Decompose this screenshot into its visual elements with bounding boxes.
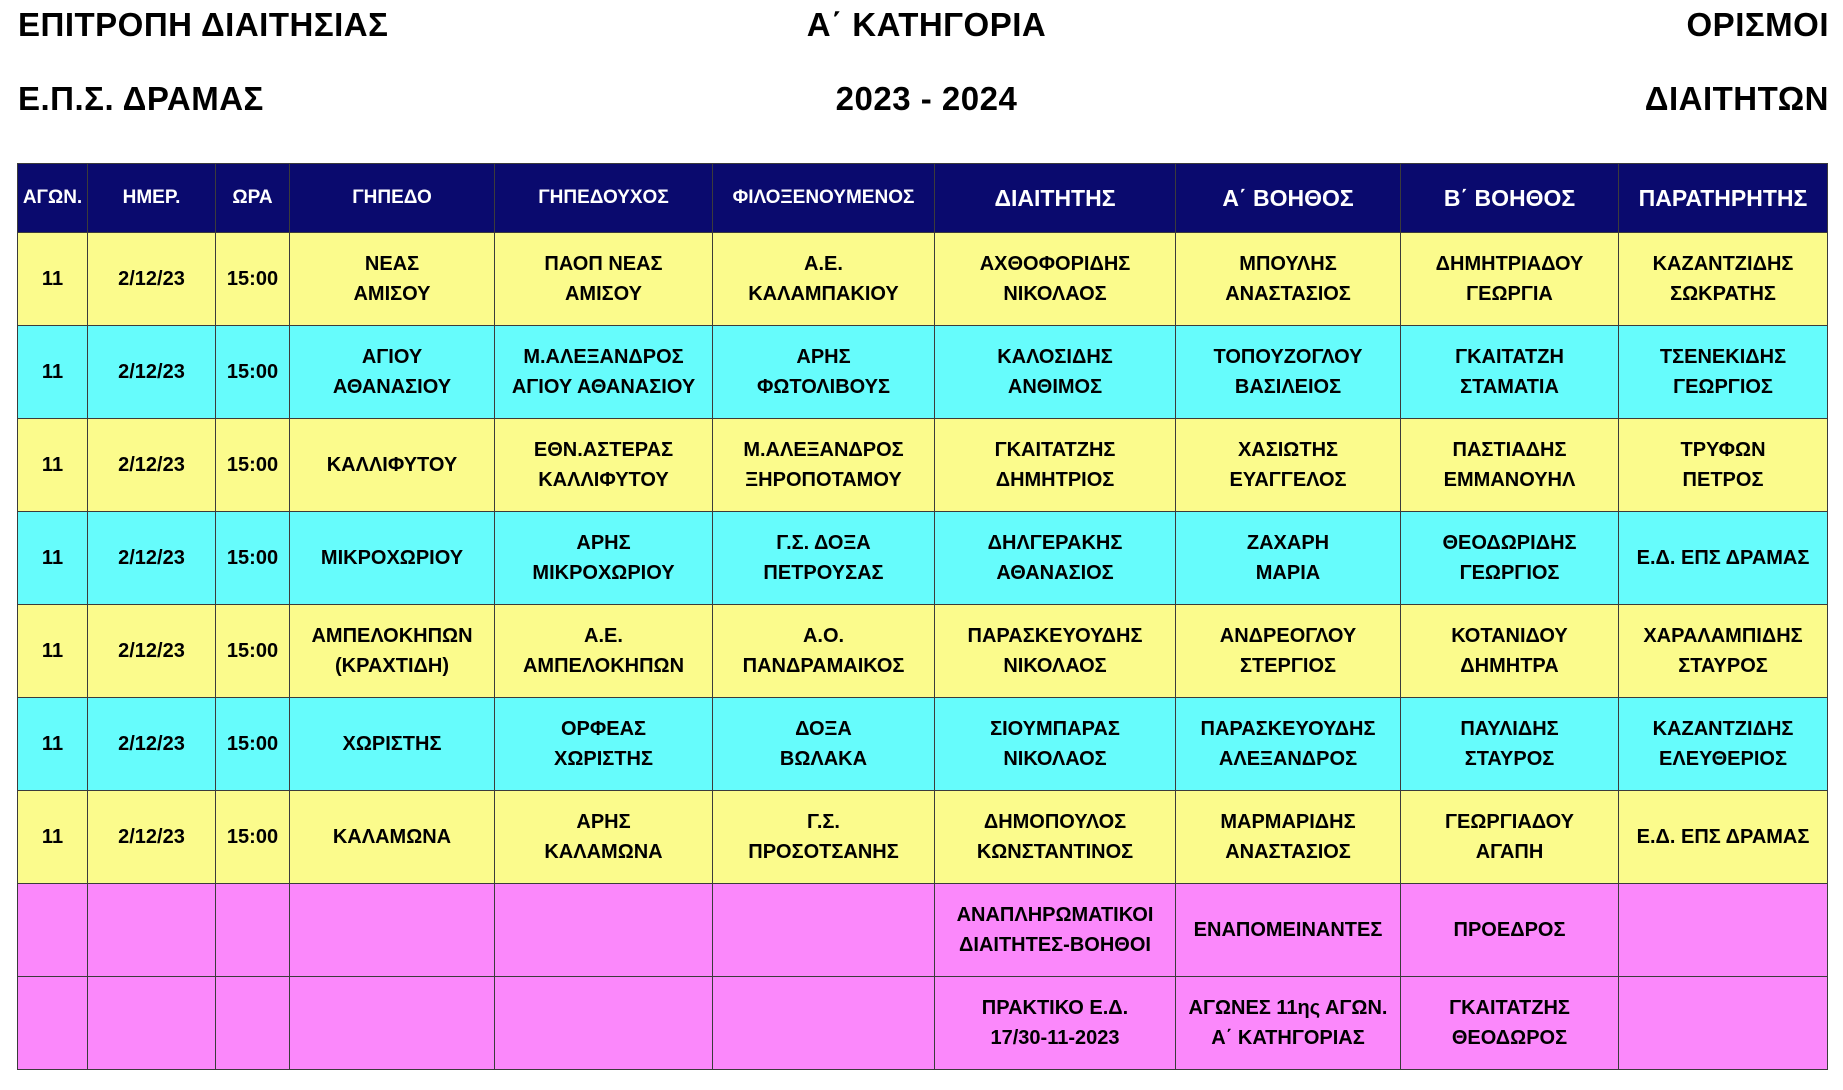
date-cell: 2/12/23: [88, 698, 216, 791]
assistant1-cell: [1176, 605, 1401, 698]
referee-cell-line: ΑΝΘΙΜΟΣ: [1007, 376, 1103, 398]
away-team-cell-line: Γ.Σ.: [807, 811, 840, 833]
table-row: [18, 791, 1828, 884]
table-row: [18, 698, 1828, 791]
home-team-cell-line: ΚΑΛΑΜΩΝΑ: [544, 841, 663, 863]
assistant1-cell-line: ΑΝΑΣΤΑΣΙΟΣ: [1225, 841, 1351, 863]
assistant2-cell: [1401, 326, 1619, 419]
assistant1-cell-line: ΜΑΡΙΑ: [1255, 562, 1321, 584]
referee-cell-line: ΚΩΝΣΤΑΝΤΙΝΟΣ: [976, 841, 1134, 863]
match-cell: 11: [18, 605, 88, 698]
stadium-cell: [290, 419, 495, 512]
footer-row: [18, 977, 1828, 1070]
footer-referee-cell: [935, 884, 1176, 977]
assistant2-cell-line: ΣΤΑΜΑΤΙΑ: [1460, 376, 1559, 398]
observer-cell-line: ΕΛΕΥΘΕΡΙΟΣ: [1659, 748, 1787, 770]
footer-stadium-cell: [290, 884, 495, 977]
table-row: [18, 605, 1828, 698]
assistant1-cell: [1176, 326, 1401, 419]
observer-cell-line: ΤΣΕΝΕΚΙΔΗΣ: [1659, 346, 1787, 368]
col-header-stadium: ΓΗΠΕΔΟ: [290, 164, 495, 233]
footer-referee-cell-line: 17/30-11-2023: [990, 1027, 1120, 1049]
home-team-cell-line: ΑΓΙΟΥ ΑΘΑΝΑΣΙΟΥ: [511, 376, 696, 398]
assistant2-cell-line: ΓΕΩΡΓΙΟΣ: [1459, 562, 1560, 584]
time-cell: 15:00: [216, 512, 290, 605]
assistant1-cell-line: ΜΠΟΥΛΗΣ: [1239, 253, 1337, 275]
footer-time-cell: [216, 884, 290, 977]
assistant1-cell: [1176, 791, 1401, 884]
date-cell: 2/12/23: [88, 791, 216, 884]
referee-cell-line: ΣΙΟΥΜΠΑΡΑΣ: [990, 718, 1120, 740]
away-team-cell-line: Μ.ΑΛΕΞΑΝΔΡΟΣ: [743, 439, 904, 461]
date-cell: 2/12/23: [88, 419, 216, 512]
stadium-cell-line: ΑΜΠΕΛΟΚΗΠΩΝ: [311, 625, 473, 647]
season-title: 2023 - 2024: [835, 80, 1018, 117]
away-team-cell: [713, 419, 935, 512]
assistant1-cell-line: ΒΑΣΙΛΕΙΟΣ: [1234, 376, 1342, 398]
referee-cell-line: ΝΙΚΟΛΑΟΣ: [1003, 655, 1107, 677]
referee-cell: [935, 605, 1176, 698]
footer-assistant2-cell-line: ΘΕΟΔΩΡΟΣ: [1451, 1027, 1568, 1049]
referee-cell-line: ΝΙΚΟΛΑΟΣ: [1003, 283, 1107, 305]
referee-cell: [935, 698, 1176, 791]
assistant2-cell-line: ΓΚΑΙΤΑΤΖΗ: [1455, 346, 1564, 368]
stadium-cell-line: ΧΩΡΙΣΤΗΣ: [342, 733, 442, 755]
assistant1-cell: [1176, 698, 1401, 791]
away-team-cell-line: ΒΩΛΑΚΑ: [779, 748, 868, 770]
home-team-cell-line: ΑΜΠΕΛΟΚΗΠΩΝ: [522, 655, 685, 677]
referee-cell-line: ΝΙΚΟΛΑΟΣ: [1003, 748, 1107, 770]
assistant1-cell-line: ΤΟΠΟΥΖΟΓΛΟΥ: [1213, 346, 1363, 368]
footer-assistant1-cell: [1176, 977, 1401, 1070]
assistant1-cell: [1176, 512, 1401, 605]
observer-cell-line: ΚΑΖΑΝΤΖΙΔΗΣ: [1652, 253, 1794, 275]
observer-cell-line: Ε.Δ. ΕΠΣ ΔΡΑΜΑΣ: [1636, 547, 1810, 569]
time-cell: 15:00: [216, 698, 290, 791]
footer-assistant1-cell-line: ΕΝΑΠΟΜΕΙΝΑΝΤΕΣ: [1193, 919, 1383, 941]
col-header-time: ΩΡΑ: [216, 164, 290, 233]
stadium-cell: [290, 698, 495, 791]
assistant1-cell-line: ΑΛΕΞΑΝΔΡΟΣ: [1218, 748, 1358, 770]
stadium-cell: [290, 791, 495, 884]
home-team-cell-line: ΟΡΦΕΑΣ: [560, 718, 647, 740]
home-team-cell-line: ΠΑΟΠ ΝΕΑΣ: [544, 253, 663, 275]
referee-assignments-table: [17, 163, 1828, 1070]
observer-cell: [1619, 233, 1828, 326]
assistant1-cell-line: ΠΑΡΑΣΚΕΥΟΥΔΗΣ: [1200, 718, 1376, 740]
footer-referee-cell-line: ΠΡΑΚΤΙΚΟ Ε.Δ.: [981, 997, 1129, 1019]
assistant1-cell-line: ΣΤΕΡΓΙΟΣ: [1239, 655, 1337, 677]
col-header-home-team: ΓΗΠΕΔΟΥΧΟΣ: [495, 164, 713, 233]
match-cell: 11: [18, 326, 88, 419]
footer-match-cell: [18, 884, 88, 977]
away-team-cell: [713, 605, 935, 698]
away-team-cell-line: Α.Ο.: [802, 625, 845, 647]
referee-cell: [935, 791, 1176, 884]
footer-stadium-cell: [290, 977, 495, 1070]
col-header-match: ΑΓΩΝ.: [18, 164, 88, 233]
referee-cell-line: ΔΗΛΓΕΡΑΚΗΣ: [987, 532, 1123, 554]
time-cell: 15:00: [216, 791, 290, 884]
time-cell: 15:00: [216, 326, 290, 419]
stadium-cell-line: ΑΓΙΟΥ: [361, 346, 423, 368]
home-team-cell-line: ΚΑΛΛΙΦΥΤΟΥ: [538, 469, 669, 491]
document-title-line2: ΔΙΑΙΤΗΤΩΝ: [1644, 80, 1829, 117]
match-cell: 11: [18, 233, 88, 326]
footer-assistant2-cell: [1401, 977, 1619, 1070]
home-team-cell-line: ΑΡΗΣ: [576, 532, 631, 554]
assistant2-cell-line: ΣΤΑΥΡΟΣ: [1464, 748, 1555, 770]
home-team-cell: [495, 419, 713, 512]
match-cell: 11: [18, 512, 88, 605]
footer-assistant1-cell-line: ΑΓΩΝΕΣ 11ης ΑΓΩΝ.: [1188, 997, 1388, 1019]
observer-cell-line: ΣΤΑΥΡΟΣ: [1678, 655, 1768, 677]
assistant2-cell-line: ΚΟΤΑΝΙΔΟΥ: [1451, 625, 1568, 647]
time-cell: 15:00: [216, 419, 290, 512]
col-header-assistant1: Α΄ ΒΟΗΘΟΣ: [1176, 164, 1401, 233]
away-team-cell: [713, 326, 935, 419]
footer-observer-cell: [1619, 977, 1828, 1070]
assistant1-cell-line: ΖΑΧΑΡΗ: [1246, 532, 1330, 554]
table-row: [18, 233, 1828, 326]
date-cell: 2/12/23: [88, 233, 216, 326]
stadium-cell: [290, 233, 495, 326]
stadium-cell-line: ΚΑΛΑΜΩΝΑ: [332, 826, 452, 848]
footer-assistant1-cell-line: Α΄ ΚΑΤΗΓΟΡΙΑΣ: [1211, 1027, 1365, 1049]
referee-cell: [935, 419, 1176, 512]
assistant2-cell-line: ΠΑΥΛΙΔΗΣ: [1460, 718, 1559, 740]
footer-home-team-cell: [495, 977, 713, 1070]
footer-date-cell: [88, 884, 216, 977]
stadium-cell-line: ΑΜΙΣΟΥ: [353, 283, 431, 305]
stadium-cell-line: ΑΘΑΝΑΣΙΟΥ: [332, 376, 452, 398]
assistant1-cell-line: ΑΝΔΡΕΟΓΛΟΥ: [1219, 625, 1357, 647]
observer-cell: [1619, 698, 1828, 791]
col-header-away-team: ΦΙΛΟΞΕΝΟΥΜΕΝΟΣ: [713, 164, 935, 233]
stadium-cell: [290, 326, 495, 419]
observer-cell-line: ΧΑΡΑΛΑΜΠΙΔΗΣ: [1643, 625, 1803, 647]
referee-cell-line: ΔΗΜΟΠΟΥΛΟΣ: [983, 811, 1127, 833]
assistant1-cell-line: ΕΥΑΓΓΕΛΟΣ: [1229, 469, 1347, 491]
away-team-cell-line: Α.Ε.: [804, 253, 843, 275]
observer-cell-line: Ε.Δ. ΕΠΣ ΔΡΑΜΑΣ: [1636, 826, 1810, 848]
away-team-cell-line: ΑΡΗΣ: [796, 346, 851, 368]
time-cell: 15:00: [216, 605, 290, 698]
assistant2-cell-line: ΕΜΜΑΝΟΥΗΛ: [1443, 469, 1576, 491]
category-title: Α΄ ΚΑΤΗΓΟΡΙΑ: [806, 6, 1047, 43]
footer-away-team-cell: [713, 884, 935, 977]
observer-cell-line: ΣΩΚΡΑΤΗΣ: [1670, 283, 1776, 305]
footer-assistant2-cell: [1401, 884, 1619, 977]
referee-cell: [935, 233, 1176, 326]
referee-cell-line: ΑΘΑΝΑΣΙΟΣ: [996, 562, 1114, 584]
referee-cell-line: ΑΧΘΟΦΟΡΙΔΗΣ: [979, 253, 1131, 275]
footer-assistant1-cell: [1176, 884, 1401, 977]
footer-assistant2-cell-line: ΠΡΟΕΔΡΟΣ: [1453, 919, 1566, 941]
observer-cell-line: ΓΕΩΡΓΙΟΣ: [1673, 376, 1773, 398]
stadium-cell-line: ΝΕΑΣ: [364, 253, 420, 275]
observer-cell: [1619, 512, 1828, 605]
assistant1-cell: [1176, 419, 1401, 512]
footer-referee-cell-line: ΔΙΑΙΤΗΤΕΣ-ΒΟΗΘΟΙ: [959, 934, 1151, 956]
away-team-cell-line: ΠΑΝΔΡΑΜΑΙΚΟΣ: [742, 655, 905, 677]
col-header-date: ΗΜΕΡ.: [88, 164, 216, 233]
observer-cell: [1619, 605, 1828, 698]
observer-cell-line: ΠΕΤΡΟΣ: [1682, 469, 1764, 491]
committee-title: ΕΠΙΤΡΟΠΗ ΔΙΑΙΤΗΣΙΑΣ: [18, 6, 389, 43]
footer-referee-cell: [935, 977, 1176, 1070]
assistant2-cell: [1401, 791, 1619, 884]
footer-time-cell: [216, 977, 290, 1070]
assistant1-cell-line: ΧΑΣΙΩΤΗΣ: [1237, 439, 1339, 461]
assistant2-cell-line: ΑΓΑΠΗ: [1475, 841, 1544, 863]
match-cell: 11: [18, 698, 88, 791]
assistant2-cell: [1401, 512, 1619, 605]
home-team-cell: [495, 512, 713, 605]
home-team-cell: [495, 326, 713, 419]
footer-away-team-cell: [713, 977, 935, 1070]
away-team-cell-line: ΚΑΛΑΜΠΑΚΙΟΥ: [748, 283, 899, 305]
home-team-cell-line: Μ.ΑΛΕΞΑΝΔΡΟΣ: [523, 346, 684, 368]
home-team-cell-line: Α.Ε.: [584, 625, 623, 647]
home-team-cell-line: ΑΡΗΣ: [576, 811, 631, 833]
assistant1-cell-line: ΜΑΡΜΑΡΙΔΗΣ: [1220, 811, 1356, 833]
away-team-cell-line: ΠΕΤΡΟΥΣΑΣ: [763, 562, 884, 584]
observer-cell: [1619, 791, 1828, 884]
home-team-cell: [495, 605, 713, 698]
referee-cell-line: ΚΑΛΟΣΙΔΗΣ: [997, 346, 1113, 368]
away-team-cell-line: ΠΡΟΣΟΤΣΑΝΗΣ: [748, 841, 899, 863]
away-team-cell-line: ΞΗΡΟΠΟΤΑΜΟΥ: [745, 469, 902, 491]
home-team-cell-line: ΧΩΡΙΣΤΗΣ: [554, 748, 653, 770]
home-team-cell-line: ΜΙΚΡΟΧΩΡΙΟΥ: [532, 562, 675, 584]
footer-observer-cell: [1619, 884, 1828, 977]
referee-cell: [935, 326, 1176, 419]
document-title-line1: ΟΡΙΣΜΟΙ: [1686, 6, 1829, 43]
away-team-cell: [713, 698, 935, 791]
assistant2-cell-line: ΓΕΩΡΓΙΑ: [1466, 283, 1553, 305]
footer-row: [18, 884, 1828, 977]
table-row: [18, 512, 1828, 605]
assistant1-cell: [1176, 233, 1401, 326]
assistant2-cell-line: ΓΕΩΡΓΙΑΔΟΥ: [1445, 811, 1574, 833]
date-cell: 2/12/23: [88, 605, 216, 698]
footer-date-cell: [88, 977, 216, 1070]
assistant2-cell-line: ΔΗΜΗΤΡΙΑΔΟΥ: [1435, 253, 1584, 275]
home-team-cell-line: ΕΘΝ.ΑΣΤΕΡΑΣ: [533, 439, 674, 461]
observer-cell: [1619, 326, 1828, 419]
away-team-cell-line: Γ.Σ. ΔΟΞΑ: [776, 532, 871, 554]
assistant1-cell-line: ΑΝΑΣΤΑΣΙΟΣ: [1225, 283, 1351, 305]
date-cell: 2/12/23: [88, 512, 216, 605]
footer-referee-cell-line: ΑΝΑΠΛΗΡΩΜΑΤΙΚΟΙ: [956, 904, 1154, 926]
col-header-referee: ΔΙΑΙΤΗΤΗΣ: [935, 164, 1176, 233]
footer-home-team-cell: [495, 884, 713, 977]
assistant2-cell: [1401, 698, 1619, 791]
away-team-cell-line: ΦΩΤΟΛΙΒΟΥΣ: [756, 376, 890, 398]
assistant2-cell-line: ΔΗΜΗΤΡΑ: [1460, 655, 1559, 677]
stadium-cell-line: ΜΙΚΡΟΧΩΡΙΟΥ: [320, 547, 464, 569]
table-header-row: [18, 164, 1828, 233]
table-row: [18, 326, 1828, 419]
observer-cell-line: ΤΡΥΦΩΝ: [1680, 439, 1766, 461]
time-cell: 15:00: [216, 233, 290, 326]
stadium-cell: [290, 512, 495, 605]
assistant2-cell: [1401, 233, 1619, 326]
home-team-cell-line: ΑΜΙΣΟΥ: [564, 283, 642, 305]
home-team-cell: [495, 698, 713, 791]
footer-assistant2-cell-line: ΓΚΑΙΤΑΤΖΗΣ: [1449, 997, 1570, 1019]
away-team-cell: [713, 791, 935, 884]
referee-cell: [935, 512, 1176, 605]
assistant2-cell: [1401, 605, 1619, 698]
match-cell: 11: [18, 419, 88, 512]
stadium-cell-line: (ΚΡΑΧΤΙΔΗ): [335, 655, 449, 677]
away-team-cell: [713, 233, 935, 326]
col-header-observer: ΠΑΡΑΤΗΡΗΤΗΣ: [1619, 164, 1828, 233]
date-cell: 2/12/23: [88, 326, 216, 419]
assistant2-cell: [1401, 419, 1619, 512]
col-header-assistant2: Β΄ ΒΟΗΘΟΣ: [1401, 164, 1619, 233]
observer-cell-line: ΚΑΖΑΝΤΖΙΔΗΣ: [1652, 718, 1794, 740]
table-row: [18, 419, 1828, 512]
home-team-cell: [495, 791, 713, 884]
stadium-cell: [290, 605, 495, 698]
referee-cell-line: ΓΚΑΙΤΑΤΖΗΣ: [994, 439, 1116, 461]
assistant2-cell-line: ΠΑΣΤΙΑΔΗΣ: [1452, 439, 1567, 461]
assistant2-cell-line: ΘΕΟΔΩΡΙΔΗΣ: [1442, 532, 1577, 554]
match-cell: 11: [18, 791, 88, 884]
stadium-cell-line: ΚΑΛΛΙΦΥΤΟΥ: [326, 454, 458, 476]
referee-cell-line: ΔΗΜΗΤΡΙΟΣ: [995, 469, 1115, 491]
away-team-cell: [713, 512, 935, 605]
footer-match-cell: [18, 977, 88, 1070]
away-team-cell-line: ΔΟΞΑ: [795, 718, 852, 740]
federation-name: Ε.Π.Σ. ΔΡΑΜΑΣ: [18, 80, 264, 117]
home-team-cell: [495, 233, 713, 326]
observer-cell: [1619, 419, 1828, 512]
referee-cell-line: ΠΑΡΑΣΚΕΥΟΥΔΗΣ: [967, 625, 1143, 647]
